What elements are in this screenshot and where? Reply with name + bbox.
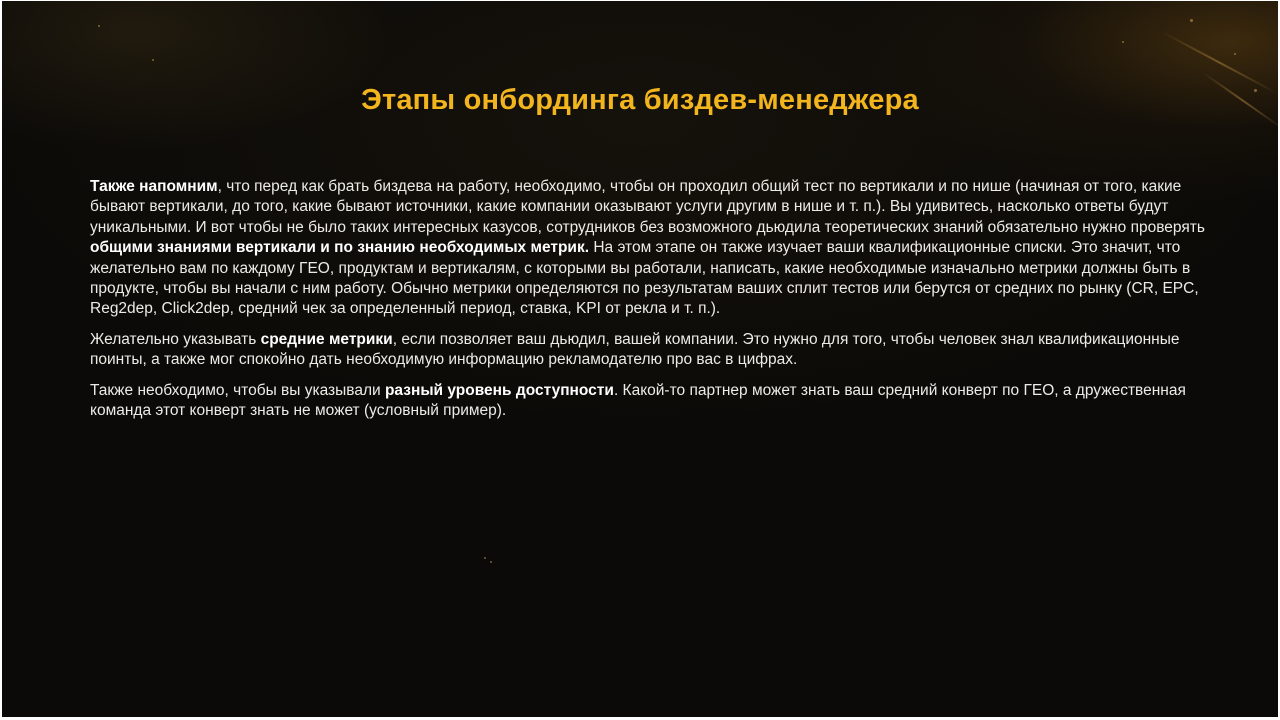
slide-canvas (2, 1, 1278, 717)
bold-text: общими знаниями вертикали и по знанию необходимых метрик. (90, 239, 590, 257)
background-sparkle (1190, 19, 1193, 22)
slide-body (90, 177, 1230, 431)
text-segment: . Какой-то партнер может знать ваш средний конверт по ГЕО, а дружественная команда этот конверт знать не может (условный пример). (90, 381, 1186, 420)
text-segment: , если позволяет ваш дьюдил, вашей компании. Это нужно для того, чтобы человек знал квалификационные поинты, а также мог спокойно дать необходимую информацию рекламодателю про вас в цифрах. (90, 330, 1180, 369)
bold-text: средние метрики (260, 330, 393, 348)
background-sparkle (98, 25, 100, 27)
paragraph-1 (90, 177, 1230, 320)
text-segment: На этом этапе он также изучает ваши квалификационные списки. Это значит, что желательно вам по каждому ГЕО, продуктам и вертикалям, с которыми вы работали, написать, какие необходимые изначально метрики должны быть в продукте, чтобы вы начали с ним работу. Обычно метрики определяются по результатам ваших сплит тестов или берутся от средних по рынку (CR, EPC, Reg2dep, Click2dep, средний чек за определенный период, ставка, KPI от рекла и т. п.). (90, 239, 1199, 318)
text-segment: , что перед как брать биздева на работу, необходимо, чтобы он проходил общий тест по вертикали и по нише (начиная от того, какие бывают вертикали, до того, какие бывают источники, какие компании оказывают услуги другим в нише и т. п.). Вы удивитесь, насколько ответы будут уникальными. И вот чтобы не было таких интересных казусов, сотрудников без возможного дьюдила теоретических знаний обязательно нужно проверять (90, 178, 1205, 236)
text-segment: Желательно указывать (90, 330, 261, 348)
background-sparkle (484, 557, 486, 559)
bold-text: разный уровень доступности (384, 381, 614, 399)
paragraph-2 (90, 330, 1230, 371)
slide-title: Этапы онбординга биздев-менеджера (361, 84, 919, 117)
background-sparkle (152, 59, 154, 61)
bold-text: Также напомним (90, 178, 218, 195)
text-segment: Также необходимо, чтобы вы указывали (90, 381, 385, 399)
background-sparkle (1234, 53, 1236, 55)
paragraph-3 (90, 381, 1230, 422)
background-sparkle (1122, 41, 1124, 43)
background-sparkle (490, 561, 492, 563)
